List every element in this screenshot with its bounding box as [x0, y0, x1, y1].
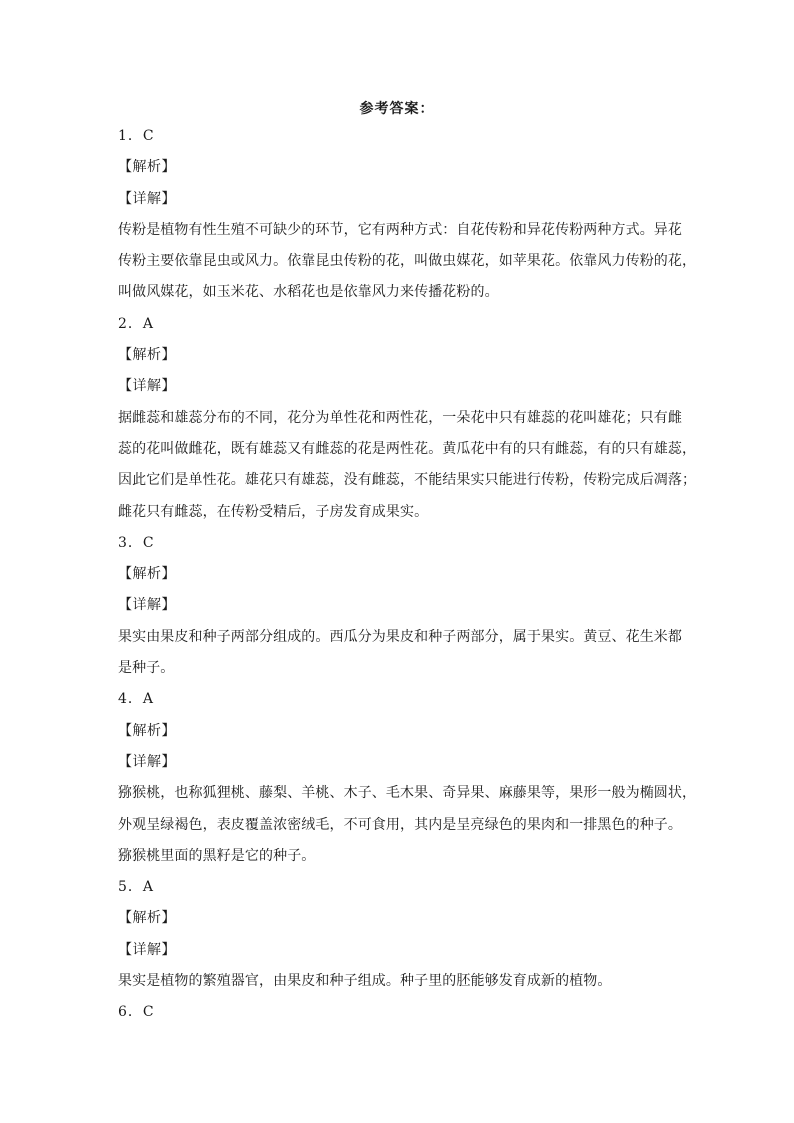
question-4-detail-label: 【详解】: [118, 753, 176, 770]
question-5-detail-label: 【详解】: [118, 941, 176, 958]
question-5-analysis-label: 【解析】: [118, 910, 176, 927]
question-4-number: 4．A: [118, 691, 155, 708]
question-2-detail-line-1: 据雌蕊和雄蕊分布的不同，花分为单性花和两性花，一朵花中只有雄蕊的花叫雄花；只有雌: [118, 409, 682, 426]
page-title: 参考答案：: [359, 101, 435, 117]
question-1-detail-label: 【详解】: [118, 190, 176, 207]
question-3-analysis-label: 【解析】: [118, 566, 176, 583]
question-5-detail-line-1: 果实是植物的繁殖器官，由果皮和种子组成。种子里的胚能够发育成新的植物。: [118, 973, 612, 990]
question-3-detail-line-2: 是种子。: [118, 660, 175, 677]
question-1-detail-line-1: 传粉是植物有性生殖不可缺少的环节，它有两种方式：自花传粉和异花传粉两种方式。异花: [118, 221, 682, 238]
question-1-detail-line-3: 叫做风媒花，如玉米花、水稻花也是依靠风力来传播花粉的。: [118, 284, 499, 301]
question-1-analysis-label: 【解析】: [118, 159, 176, 176]
question-4-detail-line-3: 猕猴桃里面的黑籽是它的种子。: [118, 847, 316, 864]
question-3-number: 3．C: [118, 534, 155, 551]
question-4-detail-line-1: 猕猴桃，也称狐狸桃、藤梨、羊桃、木子、毛木果、奇异果、麻藤果等，果形一般为椭圆状，: [118, 785, 697, 802]
question-3-detail-line-1: 果实由果皮和种子两部分组成的。西瓜分为果皮和种子两部分，属于果实。黄豆、花生米都: [118, 628, 682, 645]
question-3-detail-label: 【详解】: [118, 597, 176, 614]
question-2-detail-line-2: 蕊的花叫做雌花，既有雄蕊又有雌蕊的花是两性花。黄瓜花中有的只有雌蕊，有的只有雄蕊，: [118, 440, 697, 457]
question-4-detail-line-2: 外观呈绿褐色，表皮覆盖浓密绒毛，不可食用，其内是呈亮绿色的果肉和一排黑色的种子。: [118, 816, 682, 833]
question-2-detail-label: 【详解】: [118, 378, 176, 395]
question-2-detail-line-3: 因此它们是单性花。雄花只有雄蕊，没有雌蕊，不能结果实只能进行传粉，传粉完成后凋落；: [118, 472, 697, 489]
question-2-analysis-label: 【解析】: [118, 347, 176, 364]
question-1-detail-line-2: 传粉主要依靠昆虫或风力。依靠昆虫传粉的花，叫做虫媒花，如苹果花。依靠风力传粉的花，: [118, 253, 697, 270]
question-2-detail-line-4: 雌花只有雌蕊，在传粉受精后，子房发育成果实。: [118, 503, 429, 520]
question-2-number: 2．A: [118, 315, 155, 332]
question-1-number: 1．C: [118, 128, 155, 144]
question-5-number: 5．A: [118, 879, 155, 896]
question-6-number: 6．C: [118, 1004, 155, 1021]
question-4-analysis-label: 【解析】: [118, 722, 176, 739]
answer-list: [118, 121, 697, 1029]
